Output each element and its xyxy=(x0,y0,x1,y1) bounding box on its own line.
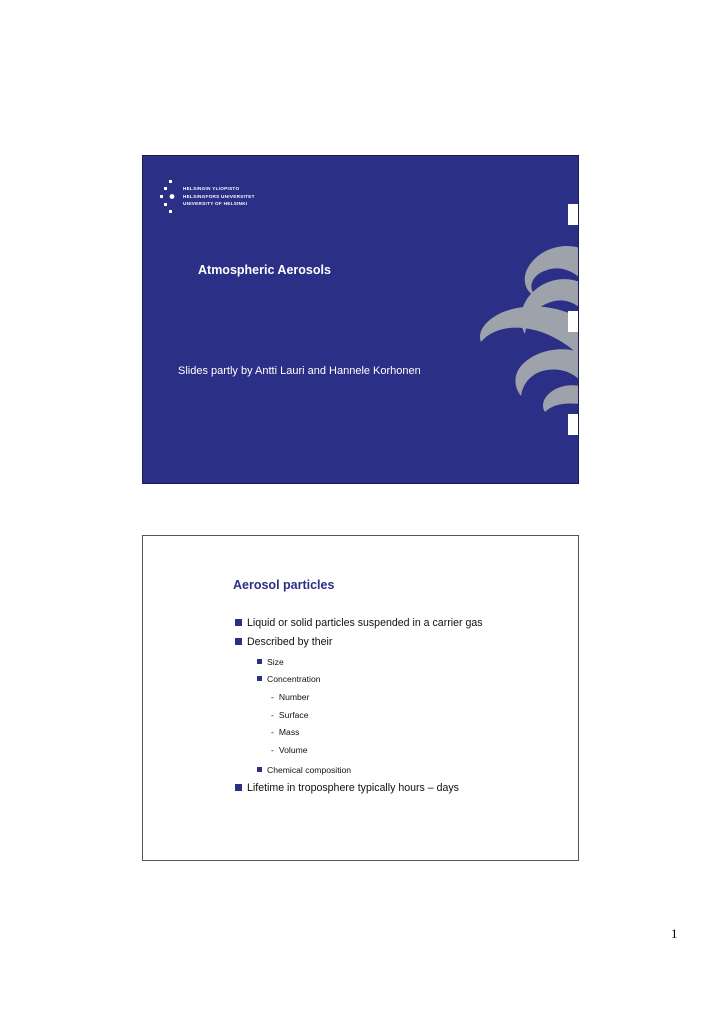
square-bullet-icon xyxy=(235,619,242,626)
bullet-item xyxy=(271,710,309,720)
bullet-item xyxy=(271,745,308,755)
edge-marker xyxy=(568,311,578,332)
bullet-item xyxy=(257,674,321,684)
content-slide xyxy=(142,535,579,861)
bullet-item xyxy=(271,727,299,737)
title-slide xyxy=(142,155,579,484)
bullet-item xyxy=(235,782,459,794)
bullet-item xyxy=(271,692,309,702)
bullet-text: Described by their xyxy=(247,636,333,648)
logo-line-swedish: HELSINGFORS UNIVERSITET xyxy=(183,193,255,199)
slide-subtitle: Slides partly by Antti Lauri and Hannele Korhonen xyxy=(178,365,421,377)
square-bullet-icon xyxy=(235,784,242,791)
bullet-text: Concentration xyxy=(267,674,321,684)
bullet-list xyxy=(143,536,578,860)
bullet-text: Mass xyxy=(278,727,300,737)
bullet-text: Chemical composition xyxy=(267,765,352,775)
edge-marker xyxy=(568,204,578,225)
university-logo-icon xyxy=(159,180,181,214)
dash-marker-icon: - xyxy=(271,710,274,720)
bullet-text: Surface xyxy=(278,710,309,720)
bullet-text: Lifetime in troposphere typically hours – days xyxy=(247,782,459,794)
bullet-text: Size xyxy=(267,657,284,667)
bullet-text: Number xyxy=(278,692,310,702)
slide-title: Atmospheric Aerosols xyxy=(198,263,331,277)
logo-line-english: UNIVERSITY OF HELSINKI xyxy=(183,201,248,207)
bullet-item xyxy=(257,657,284,667)
university-name xyxy=(183,185,255,208)
square-bullet-icon xyxy=(257,767,262,772)
square-bullet-icon xyxy=(257,676,262,681)
bullet-text: Volume xyxy=(278,745,308,755)
bullet-item xyxy=(235,636,332,648)
square-bullet-icon xyxy=(235,638,242,645)
square-bullet-icon xyxy=(257,659,262,664)
bullet-item xyxy=(235,617,483,629)
bullet-text: Liquid or solid particles suspended in a carrier gas xyxy=(247,617,483,629)
dash-marker-icon: - xyxy=(271,727,274,737)
edge-marker xyxy=(568,414,578,435)
flame-emblem-icon xyxy=(443,236,579,416)
bullet-item xyxy=(257,765,351,775)
dash-marker-icon: - xyxy=(271,692,274,702)
slide-title: Aerosol particles xyxy=(233,578,335,592)
dash-marker-icon: - xyxy=(271,745,274,755)
page-number: 1 xyxy=(671,926,678,941)
logo-line-finnish: HELSINGIN YLIOPISTO xyxy=(183,186,240,191)
